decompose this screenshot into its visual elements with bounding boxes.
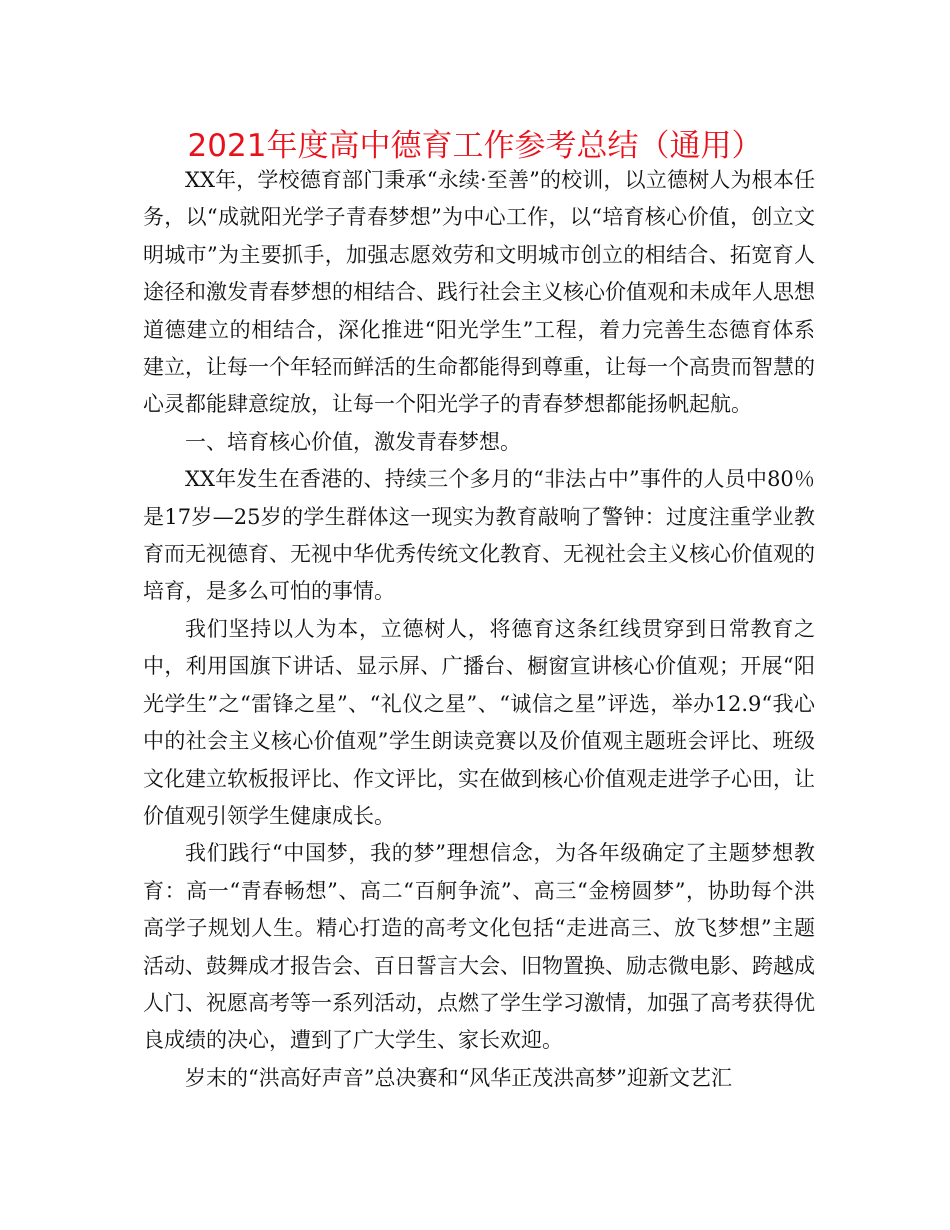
paragraph-china-dream: 我们践行“中国梦，我的梦”理想信念，为各年级确定了主题梦想教育：高一“青春畅想”、高二“百舸争流”、高三“金榜圆梦”，协助每个洪高学子规划人生。精心打造的高考文化包括“走进高三、放飞梦想”主题活动、鼓舞成才报告会、百日誓言大会、旧物置换、励志微电影、跨越成人门、祝愿高考等一系列活动，点燃了学生学习激情，加强了高考获得优良成绩的决心，遭到了广大学生、家长欢迎。 — [143, 841, 815, 1053]
section-heading-1: 一、培育核心价值，激发青春梦想。 — [185, 429, 521, 454]
document-body — [143, 162, 815, 1097]
document-title: 2021年度高中德育工作参考总结（通用） — [187, 128, 763, 164]
paragraph-core-values: 我们坚持以人为本，立德树人，将德育这条红线贯穿到日常教育之中，利用国旗下讲话、显示屏、广播台、橱窗宣讲核心价值观；开展“阳光学生”之“雷锋之星”、“礼仪之星”、“诚信之星”评选，举办12.9“我心中的社会主义核心价值观”学生朗读竞赛以及价值观主题班会评比、班级文化建立软板报评比、作文评比，实在做到核心价值观走进学子心田，让价值观引领学生健康成长。 — [143, 616, 815, 828]
paragraph-intro: XX年，学校德育部门秉承“永续·至善”的校训，以立德树人为根本任务，以“成就阳光学子青春梦想”为中心工作，以“培育核心价值，创立文明城市”为主要抓手，加强志愿效劳和文明城市创立的相结合、拓宽育人途径和激发青春梦想的相结合、践行社会主义核心价值观和未成年人思想道德建立的相结合，深化推进“阳光学生”工程，着力完善生态德育体系建立，让每一个年轻而鲜活的生命都能得到尊重，让每一个高贵而智慧的心灵都能肆意绽放，让每一个阳光学子的青春梦想都能扬帆起航。 — [143, 168, 815, 417]
paragraph-occupy-central: XX年发生在香港的、持续三个多月的“非法占中”事件的人员中80％是17岁—25岁的学生群体这一现实为教育敲响了警钟：过度注重学业教育而无视德育、无视中华优秀传统文化教育、无视社会主义核心价值观的培育，是多么可怕的事情。 — [143, 467, 815, 604]
paragraph-year-end: 岁末的“洪高好声音”总决赛和“风华正茂洪高梦”迎新文艺汇 — [185, 1065, 732, 1090]
